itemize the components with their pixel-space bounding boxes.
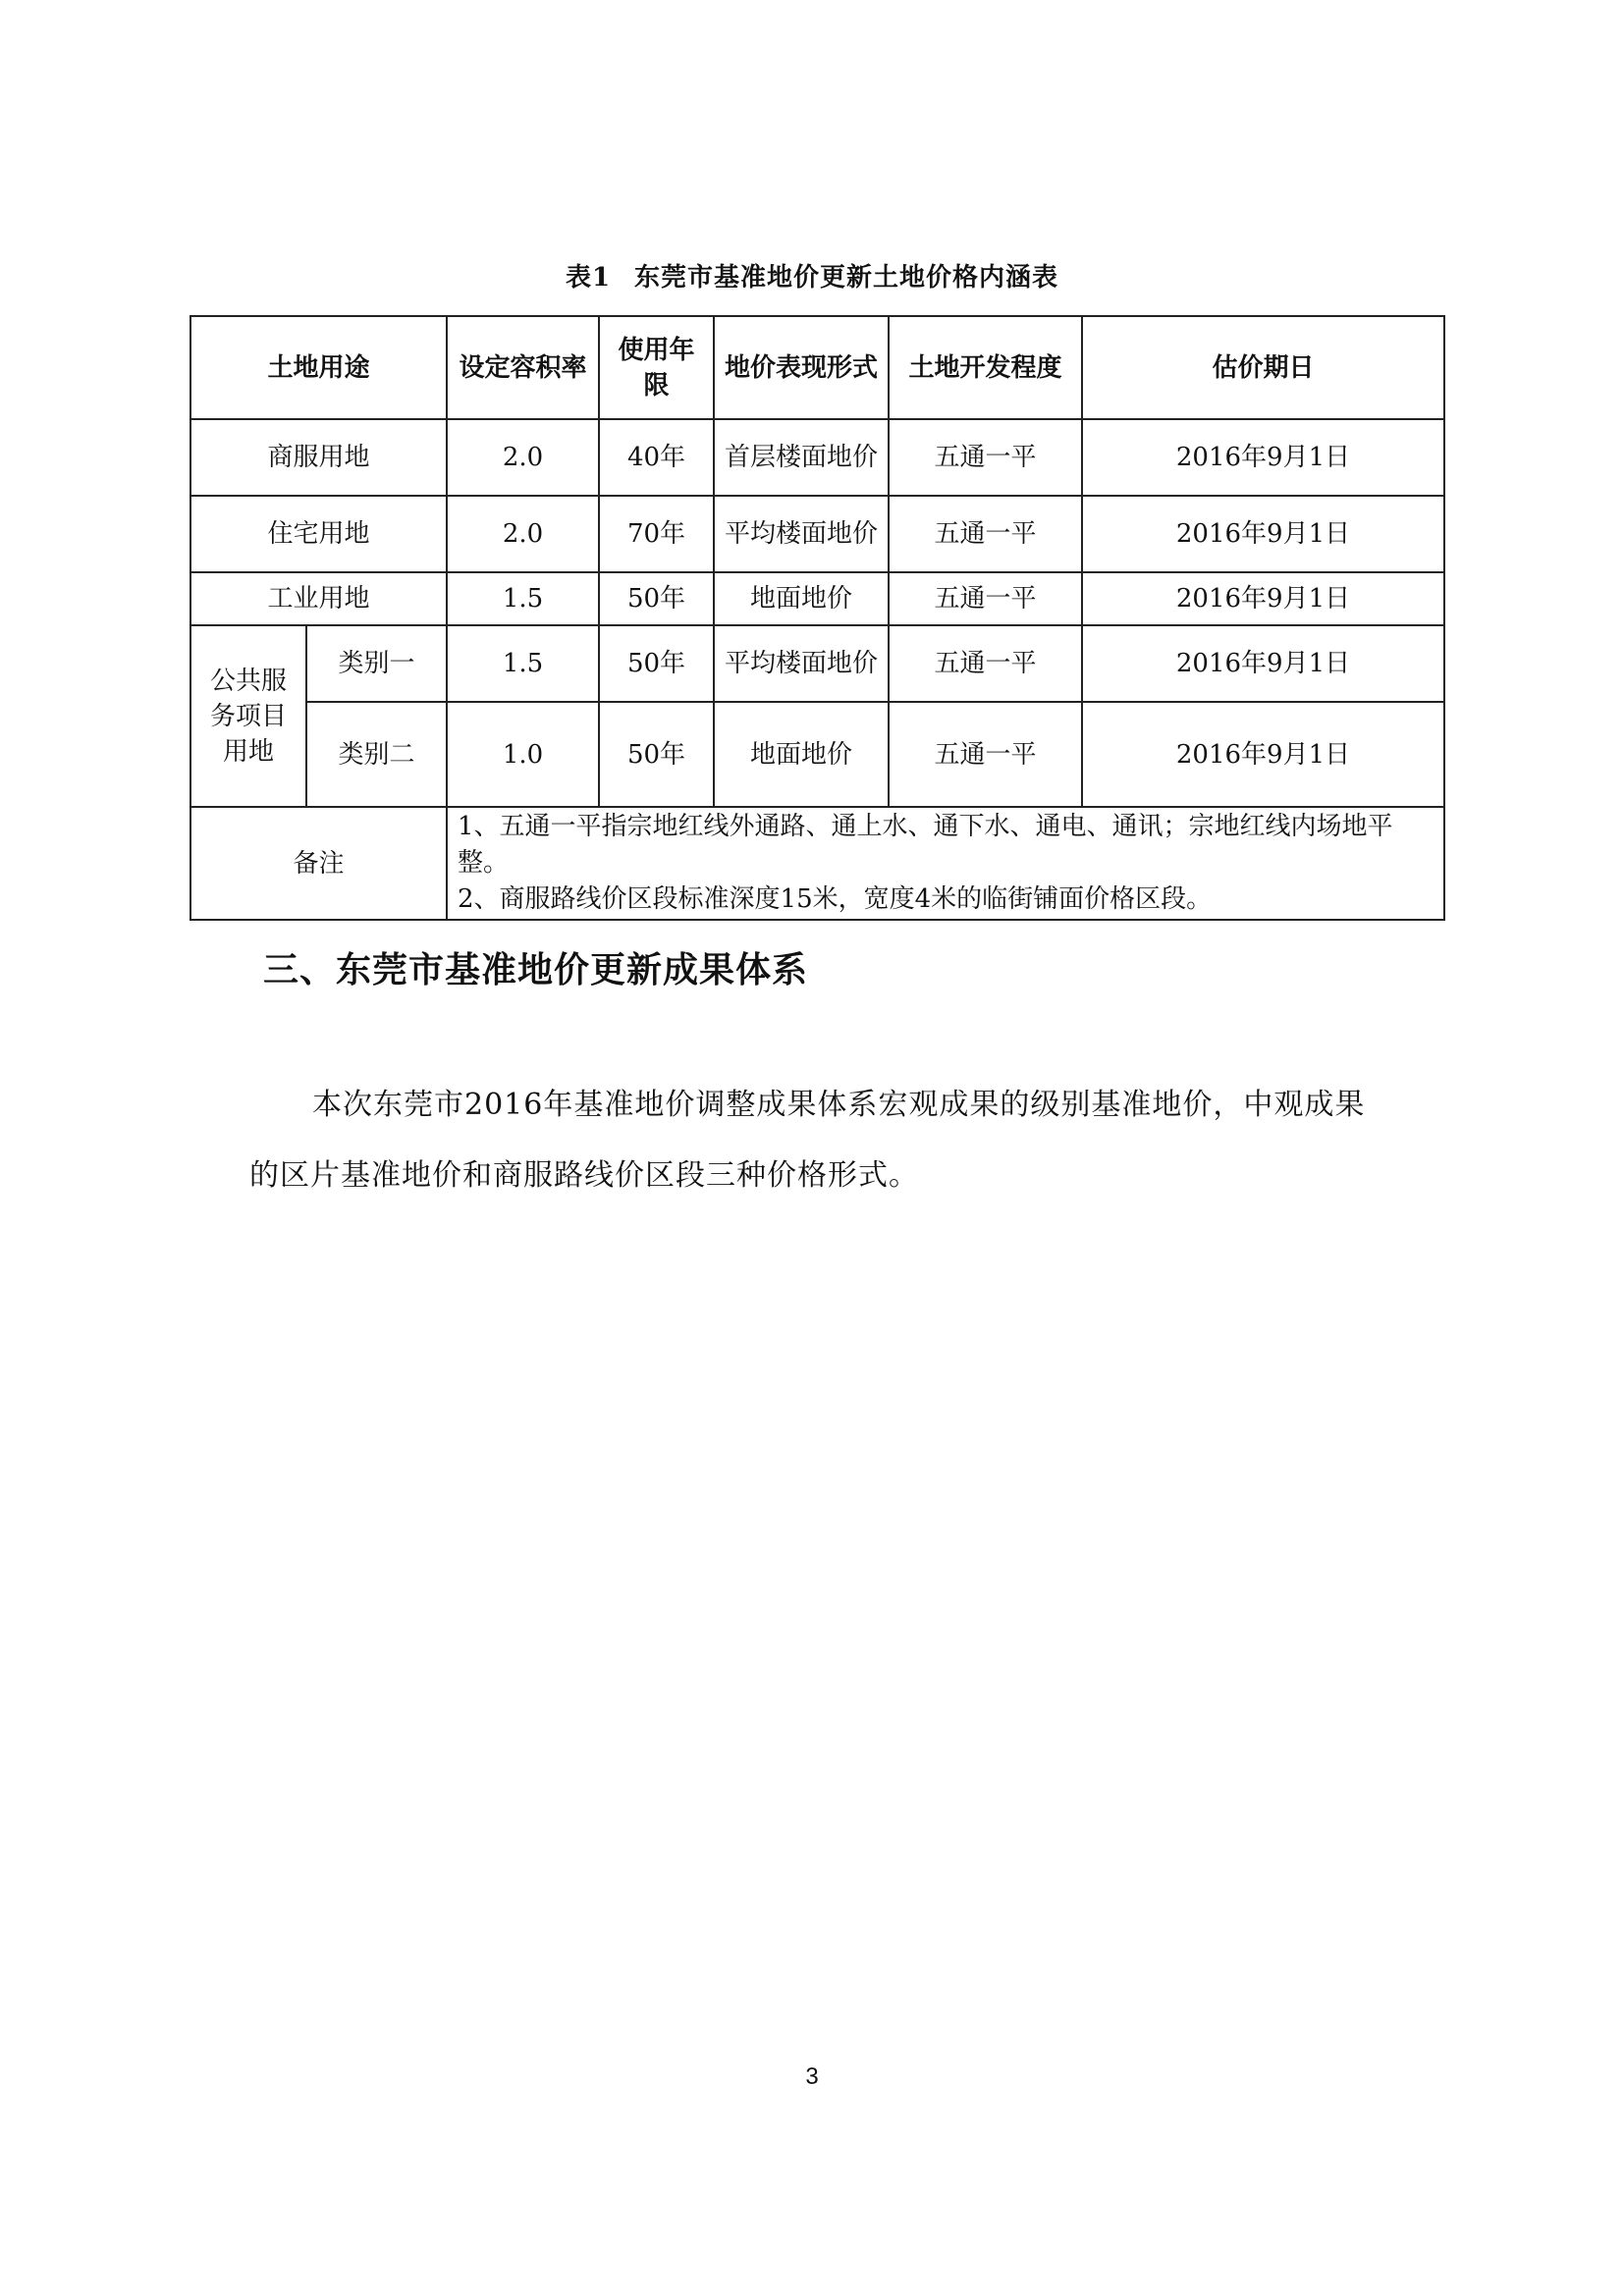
cell-price-form: 地面地价 <box>714 572 889 625</box>
cell-valuation-date: 2016年9月1日 <box>1082 702 1444 807</box>
cell-category: 类别一 <box>306 625 447 702</box>
cell-valuation-date: 2016年9月1日 <box>1082 419 1444 496</box>
cell-price-form: 地面地价 <box>714 702 889 807</box>
cell-land-use: 商服用地 <box>190 419 447 496</box>
cell-development: 五通一平 <box>889 702 1082 807</box>
table-remarks-row <box>190 807 1444 920</box>
header-price-form: 地价表现形式 <box>714 316 889 419</box>
remarks-label: 备注 <box>190 807 447 920</box>
cell-valuation-date: 2016年9月1日 <box>1082 572 1444 625</box>
table-number: 表1 <box>565 263 612 293</box>
header-development: 土地开发程度 <box>889 316 1082 419</box>
header-valuation-date: 估价期日 <box>1082 316 1444 419</box>
table-row <box>190 496 1444 572</box>
cell-plot-ratio: 2.0 <box>447 419 599 496</box>
remark-line: 1、五通一平指宗地红线外通路、通上水、通下水、通电、通讯；宗地红线内场地平整。 <box>458 812 1393 878</box>
table-caption <box>0 257 1624 294</box>
remark-line: 2、商服路线价区段标准深度15米，宽度4米的临街铺面价格区段。 <box>458 884 1213 914</box>
cell-plot-ratio: 1.0 <box>447 702 599 807</box>
cell-development: 五通一平 <box>889 496 1082 572</box>
cell-development: 五通一平 <box>889 572 1082 625</box>
page-number: 3 <box>805 2063 819 2090</box>
cell-term: 50年 <box>599 702 714 807</box>
body-paragraph: 本次东莞市2016年基准地价调整成果体系宏观成果的级别基准地价，中观成果的区片基准地价和商服路线价区段三种价格形式。 <box>249 1088 1366 1193</box>
cell-category: 类别二 <box>306 702 447 807</box>
cell-term: 50年 <box>599 625 714 702</box>
land-price-table <box>189 315 1445 921</box>
header-term: 使用年限 <box>599 316 714 419</box>
cell-price-form: 首层楼面地价 <box>714 419 889 496</box>
header-plot-ratio: 设定容积率 <box>447 316 599 419</box>
table-row <box>190 572 1444 625</box>
header-land-use: 土地用途 <box>190 316 447 419</box>
cell-valuation-date: 2016年9月1日 <box>1082 625 1444 702</box>
table-row <box>190 625 1444 702</box>
cell-development: 五通一平 <box>889 625 1082 702</box>
cell-term: 50年 <box>599 572 714 625</box>
cell-plot-ratio: 1.5 <box>447 572 599 625</box>
remarks-text <box>447 807 1444 920</box>
section-heading: 三、东莞市基准地价更新成果体系 <box>263 950 809 990</box>
cell-land-use: 工业用地 <box>190 572 447 625</box>
cell-valuation-date: 2016年9月1日 <box>1082 496 1444 572</box>
cell-land-use: 住宅用地 <box>190 496 447 572</box>
cell-term: 40年 <box>599 419 714 496</box>
cell-plot-ratio: 2.0 <box>447 496 599 572</box>
cell-term: 70年 <box>599 496 714 572</box>
table-header-row <box>190 316 1444 419</box>
cell-price-form: 平均楼面地价 <box>714 496 889 572</box>
table-row <box>190 419 1444 496</box>
cell-plot-ratio: 1.5 <box>447 625 599 702</box>
cell-development: 五通一平 <box>889 419 1082 496</box>
cell-public-service-group: 公共服务项目用地 <box>190 625 306 807</box>
table-title: 东莞市基准地价更新土地价格内涵表 <box>634 263 1059 293</box>
table-row <box>190 702 1444 807</box>
cell-price-form: 平均楼面地价 <box>714 625 889 702</box>
